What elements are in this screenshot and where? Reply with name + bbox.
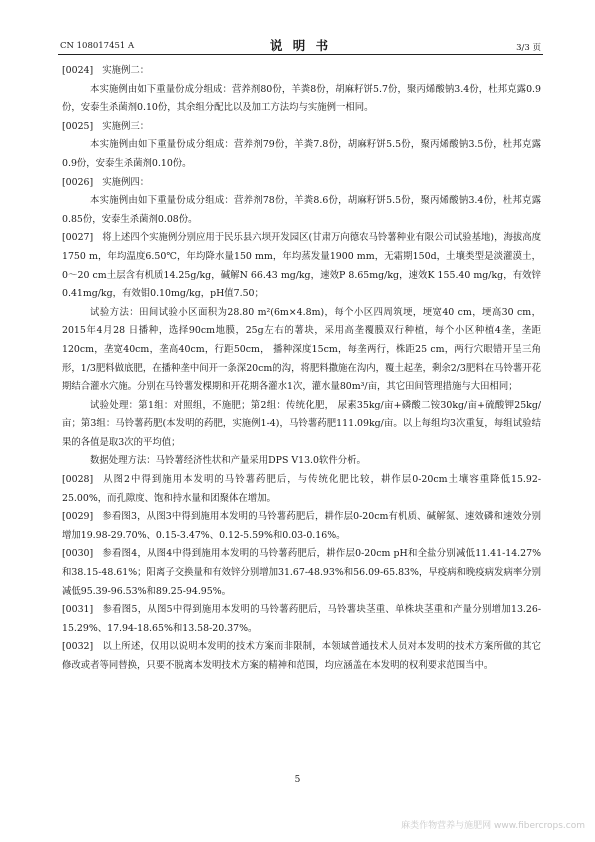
- paragraph-text: 数据处理方法：马铃薯经济性状和产量采用DPS V13.0软件分析。: [90, 455, 366, 467]
- paragraph: [62, 601, 541, 638]
- paragraph: [62, 452, 541, 471]
- paragraph-text: 从图2中得到施用本发明的马铃薯药肥后，与传统化肥比较，耕作层0-20cm土壤容重降低15.92-25.00%，而孔隙度、饱和持水量和团聚体在增加。: [62, 474, 541, 504]
- publication-number: CN 108017451 A: [60, 41, 135, 51]
- paragraph: [62, 192, 541, 229]
- paragraph-number: [0025]: [62, 120, 94, 132]
- paragraph: [62, 136, 541, 173]
- paragraph-number: [0024]: [62, 65, 94, 76]
- paragraph-text: 参看图4，从图4中得到施用本发明的马铃薯药肥后，耕作层0-20cm pH和全盐分别减低11.41-14.27%和38.15-48.61%；阳离子交换量和有效锌分别增加31.67-48.93%和56.09-65.83%，早疫病和晚疫病发病率分别减低95.39-96.53%和89.25-94.95%。: [62, 548, 541, 597]
- paragraph-text: 将上述四个实施例分别应用于民乐县六坝开发园区(甘肃万向德农马铃薯种业有限公司试验基地)，海拔高度1750 m，年均温度6.50℃，年均降水量150 mm，年均蒸发量1900 mm，无霜期150d，土壤类型是淡灌漠土，0～20 cm土层含有机质14.25g/kg，碱解N 66.43 mg/kg，速效P 8.65mg/kg，速效K 155.40 mg/kg，有效锌0.41mg/kg，有效钼0.10mg/kg，pH值7.50；: [62, 232, 541, 300]
- paragraph-text: 实施例三：: [102, 120, 150, 132]
- paragraph: [62, 508, 541, 545]
- paragraph: [62, 471, 541, 508]
- paragraph-text: 实施例四：: [102, 176, 150, 188]
- paragraph: [62, 229, 541, 303]
- paragraph-text: 实施例二：: [102, 65, 150, 76]
- paragraph-number: [0026]: [62, 176, 94, 188]
- paragraph-number: [0028]: [62, 474, 94, 486]
- page-indicator: 3/3 页: [516, 43, 541, 53]
- watermark-text: 麻类作物营养与施肥网 www.fibercrops.com: [401, 821, 585, 831]
- paragraph: [62, 545, 541, 601]
- paragraph-number: [0031]: [62, 604, 94, 616]
- paragraph-text: 试验处理：第1组：对照组，不施肥；第2组：传统化肥， 尿素35kg/亩+磷酸二铵30kg/亩+硫酸钾25kg/亩；第3组：马铃薯药肥(本发明的药肥，实施例1-4)，马铃薯药肥111.09kg/亩。以上每组均3次重复，每组试验结果的各值是取3次的平均值；: [62, 399, 541, 448]
- paragraph: [62, 81, 541, 118]
- description-body: [62, 62, 541, 676]
- paragraph: [62, 397, 541, 453]
- paragraph-number: [0030]: [62, 548, 94, 560]
- paragraph: [62, 304, 541, 397]
- paragraph: [62, 638, 541, 675]
- paragraph-text: 参看图3，从图3中得到施用本发明的马铃薯药肥后，耕作层0-20cm有机质、碱解氮、速效磷和速效分别增加19.98-29.70%、0.15-3.47%、0.12-5.59%和0.03-0.16%。: [62, 511, 541, 541]
- paragraph-text: 本实施例由如下重量份成分组成：营养剂78份，羊粪8.6份，胡麻籽饼5.5份，聚丙烯酸钠3.4份，杜邦克露 0.85份，安泰生杀菌剂0.08份。: [62, 195, 541, 225]
- paragraph-number: [0032]: [62, 641, 94, 653]
- paragraph-text: 以上所述，仅用以说明本发明的技术方案而非限制，本领域普通技术人员对本发明的技术方案所做的其它修改或者等同替换，只要不脱离本发明技术方案的精神和范围，均应涵盖在本发明的权利要求范围当中。: [62, 641, 541, 671]
- document-title: 说 明 书: [269, 38, 332, 53]
- paragraph-number: [0027]: [62, 232, 94, 244]
- paragraph: [62, 62, 541, 81]
- page-header: [58, 36, 543, 55]
- paragraph-text: 参看图5，从图5中得到施用本发明的马铃薯药肥后，马铃薯块茎重、单株块茎重和产量分别增加13.26-15.29%、17.94-18.65%和13.58-20.37%。: [62, 604, 541, 634]
- paragraph: [62, 118, 541, 137]
- paragraph-text: 试验方法：田间试验小区面积为28.80 m²(6m×4.8m)，每个小区四周筑埂，埂宽40 cm，埂高30 cm，2015年4月28 日播种，选择90cm地膜，25g左右的薯块，采用高垄覆膜双行种植，每个小区种植4垄，垄距120cm，垄宽40cm，垄高40cm，行距50cm， 播种深度15cm，每垄两行，株距25 cm，两行穴眼错开呈三角形，1/3肥料做底肥，在播种垄中间开一条深20cm的沟，将肥料撒施在沟内，覆土起垄，剩余2/3肥料在马铃薯开花期结合灌水穴施。分别在马铃薯发棵期和开花期各灌水1次，灌水量80m³/亩，其它田间管理措施与大田相同；: [62, 306, 541, 393]
- paragraph-text: 本实施例由如下重量份成分组成：营养剂80份，羊粪8份，胡麻籽饼5.7份，聚丙烯酸钠3.4份，杜邦克露0.9份，安泰生杀菌剂0.10份，其余组分配比以及加工方法均与实施例一相同。: [62, 83, 541, 114]
- paragraph-number: [0029]: [62, 511, 94, 523]
- paragraph: [62, 174, 541, 193]
- page-number: 5: [294, 775, 301, 785]
- paragraph-text: 本实施例由如下重量份成分组成：营养剂79份，羊粪7.8份，胡麻籽饼5.5份，聚丙烯酸钠3.5份，杜邦克露0.9份，安泰生杀菌剂0.10份。: [62, 139, 541, 169]
